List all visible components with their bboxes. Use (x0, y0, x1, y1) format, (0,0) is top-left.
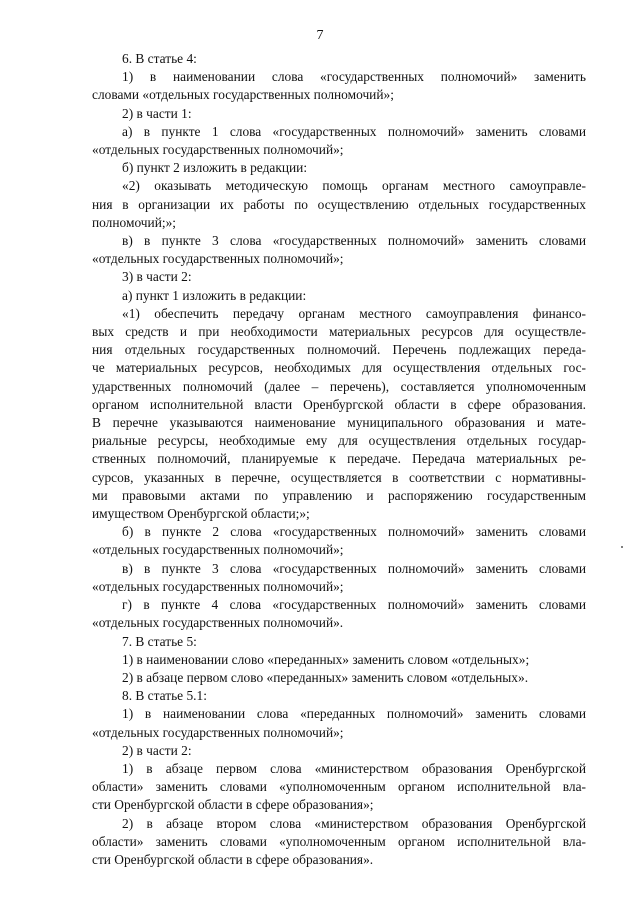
text-line: в) в пункте 3 слова «государственных полномочий» заменить словами (122, 560, 586, 576)
text-line: 1) в наименовании слово «переданных» заменить словом «отдельных»; (122, 651, 530, 667)
text-line: «отдельных государственных полномочий»; (92, 142, 344, 158)
text-line: а) пункт 1 изложить в редакции: (122, 287, 307, 303)
text-line: 2) в абзаце первом слово «переданных» заменить словом «отдельных». (122, 669, 529, 685)
text-line: сти Оренбургской области в сфере образования»; (92, 797, 374, 813)
text-line: ударственных полномочий (далее – перечень), составляется уполномоченным (92, 378, 586, 394)
text-line: риальные ресурсы, необходимые ему для осуществления отдельных государ- (92, 433, 586, 449)
text-line: ственных полномочий, планируемые к передаче. Передача материальных ре- (92, 451, 586, 467)
text-line: сти Оренбургской области в сфере образования». (92, 851, 374, 867)
text-line: 1) в наименовании слова «переданных полномочий» заменить словами (122, 706, 586, 722)
text-line: В перечне указываются наименование муниципального образования и мате- (92, 415, 586, 431)
text-line: «отдельных государственных полномочий»; (92, 542, 344, 558)
text-line: 7. В статье 5: (122, 633, 197, 649)
text-line: вых средств и при необходимости материальных ресурсов для осуществле- (92, 324, 586, 340)
text-line: органом исполнительной власти Оренбургской области в сфере образования. (92, 396, 586, 412)
text-line: 8. В статье 5.1: (122, 688, 207, 704)
text-line: полномочий;»; (92, 214, 176, 230)
text-line: 2) в части 2: (122, 742, 192, 758)
text-line: б) в пункте 2 слова «государственных полномочий» заменить словами (122, 524, 586, 540)
text-line: ния отдельных государственных полномочий. Перечень подлежащих переда- (92, 342, 586, 358)
text-line: 3) в части 2: (122, 269, 192, 285)
text-line: 2) в абзаце втором слова «министерством образования Оренбургской (122, 815, 586, 831)
text-line: «отдельных государственных полномочий»; (92, 724, 344, 740)
text-line: 2) в части 1: (122, 105, 192, 121)
text-line: 1) в наименовании слова «государственных полномочий» заменить (122, 69, 586, 85)
text-line: «отдельных государственных полномочий»; (92, 251, 344, 267)
document-body (92, 50, 586, 869)
text-line: ния в организации их работы по осуществлению отдельных государственных (92, 196, 586, 212)
text-line: сурсов, указанных в перечне, осуществляется в соответствии с нормативны- (92, 469, 586, 485)
text-line: области» заменить словами «уполномоченным органом исполнительной вла- (92, 833, 586, 849)
text-line: «1) обеспечить передачу органам местного самоуправления финансо- (122, 305, 586, 321)
text-line: словами «отдельных государственных полномочий»; (92, 87, 394, 103)
text-line: «отдельных государственных полномочий». (92, 615, 344, 631)
text-line: 1) в абзаце первом слова «министерством образования Оренбургской (122, 760, 586, 776)
text-line: области» заменить словами «уполномоченным органом исполнительной вла- (92, 779, 586, 795)
scan-speck (621, 546, 623, 548)
text-line: г) в пункте 4 слова «государственных полномочий» заменить словами (122, 597, 586, 613)
text-line: в) в пункте 3 слова «государственных полномочий» заменить словами (122, 233, 586, 249)
text-line: а) в пункте 1 слова «государственных полномочий» заменить словами (122, 123, 586, 139)
page-number: 7 (316, 28, 324, 43)
text-line: ми правовыми актами по управлению и распоряжению государственным (92, 487, 586, 503)
text-line: б) пункт 2 изложить в редакции: (122, 160, 308, 176)
text-line: имуществом Оренбургской области;»; (92, 506, 310, 522)
text-line: «отдельных государственных полномочий»; (92, 578, 344, 594)
text-line: че материальных ресурсов, необходимых для осуществления отдельных гос- (92, 360, 586, 376)
text-line: «2) оказывать методическую помощь органам местного самоуправле- (122, 178, 586, 194)
text-line: 6. В статье 4: (122, 51, 197, 66)
